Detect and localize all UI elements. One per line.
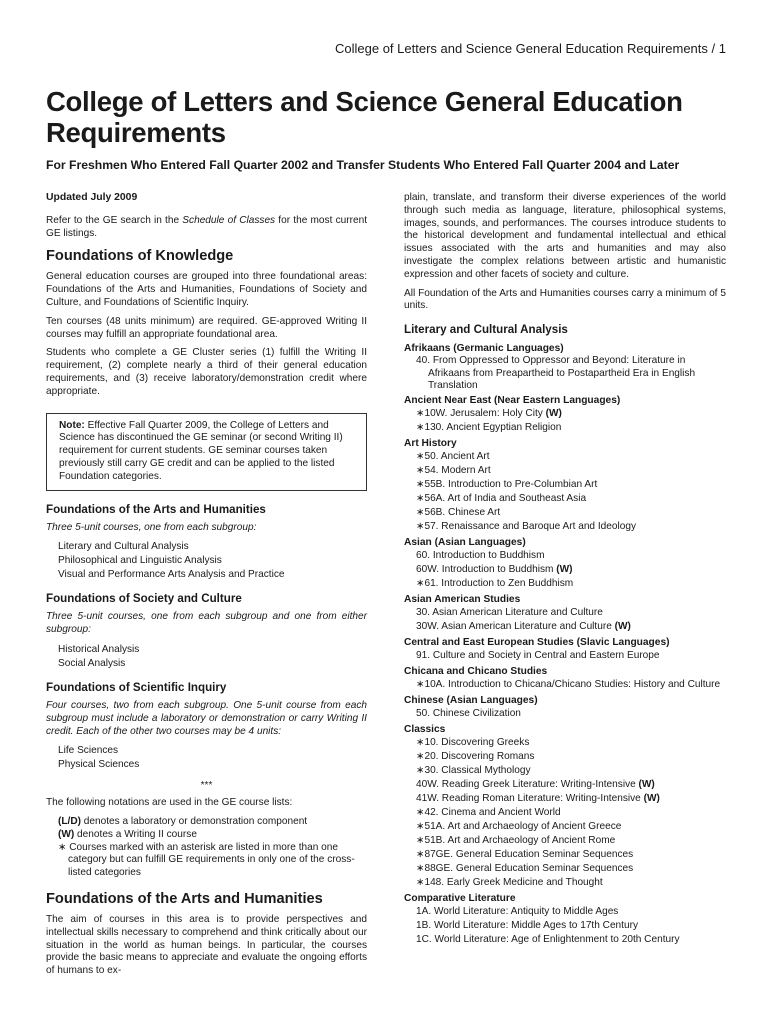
page-number: 1 — [718, 41, 726, 56]
course-title: ∗51B. Art and Archaeology of Ancient Rome — [416, 835, 616, 847]
course-title: ∗42. Cinema and Ancient World — [416, 807, 561, 819]
department-name: Chicana and Chicano Studies — [404, 666, 548, 678]
knowledge-paragraph-3: Students who complete a GE Cluster series (1) fulfill the Writing II requirement, (2) complete nearly a third of their general education requirements, and (3) receive laboratory/demonstration credit where appropriate. — [46, 347, 367, 397]
department-section — [404, 723, 726, 890]
course-item — [404, 806, 726, 820]
notations-intro: The following notations are used in the GE course lists: — [46, 797, 293, 809]
writing-ii-mark: (W) — [638, 779, 655, 791]
course-item — [404, 478, 726, 492]
course-title: 60. Introduction to Buddhism — [416, 550, 545, 562]
page-subtitle: For Freshmen Who Entered Fall Quarter 2002 and Transfer Students Who Entered Fall Quarter 2004 and Later — [46, 158, 680, 172]
ld-text: denotes a laboratory or demonstration component — [80, 816, 308, 828]
course-item — [404, 876, 726, 890]
list-item: Social Analysis — [58, 657, 126, 669]
course-title: ∗10A. Introduction to Chicana/Chicano Studies: History and Culture — [416, 679, 721, 691]
course-title: 91. Culture and Society in Central and Eastern Europe — [416, 650, 660, 662]
course-title: ∗56B. Chinese Art — [416, 507, 501, 519]
arts-subgroups — [46, 540, 367, 582]
department-section — [404, 636, 726, 663]
course-item — [404, 933, 726, 947]
course-title: 40W. Reading Greek Literature: Writing-Intensive — [416, 779, 639, 791]
right-column — [404, 192, 726, 949]
course-item — [404, 834, 726, 848]
course-title: ∗51A. Art and Archaeology of Ancient Greece — [416, 821, 622, 833]
department-name: Chinese (Asian Languages) — [404, 695, 538, 707]
knowledge-paragraph-2: Ten courses (48 units minimum) are required. GE-approved Writing II courses may fulfill an appropriate foundational area. — [46, 315, 367, 340]
list-item: Physical Sciences — [58, 759, 140, 771]
course-item — [404, 820, 726, 834]
society-intro: Three 5-unit courses, one from each subgroup and one from either subgroup: — [46, 611, 367, 636]
society-subgroups — [46, 643, 367, 671]
running-head-separator: / — [711, 41, 716, 56]
department-section — [404, 694, 726, 721]
course-title: 1B. World Literature: Middle Ages to 17th Century — [416, 920, 638, 932]
course-title: 41W. Reading Roman Literature: Writing-Intensive — [416, 793, 644, 805]
refer-text-a: Refer to the GE search in the — [46, 214, 183, 226]
writing-ii-mark: (W) — [614, 621, 631, 633]
note-box — [46, 413, 367, 491]
note-label: Note: — [59, 419, 85, 431]
department-section — [404, 892, 726, 947]
course-item — [404, 563, 726, 577]
notation-w — [46, 829, 367, 842]
list-item: Literary and Cultural Analysis — [58, 541, 189, 553]
section-divider: *** — [200, 780, 213, 792]
note-text — [59, 420, 356, 484]
course-item — [404, 492, 726, 506]
course-item — [404, 792, 726, 806]
course-item — [404, 421, 726, 435]
course-item — [404, 464, 726, 478]
department-name: Asian American Studies — [404, 594, 521, 606]
course-title: ∗57. Renaissance and Baroque Art and Ideology — [416, 521, 637, 533]
course-title: ∗50. Ancient Art — [416, 451, 490, 463]
w-text: denotes a Writing II course — [74, 828, 197, 840]
course-item — [404, 778, 726, 792]
refer-paragraph — [46, 215, 367, 241]
course-title: ∗30. Classical Mythology — [416, 765, 531, 777]
refer-text-b: for the most current GE listings. — [46, 214, 367, 239]
course-title: ∗55B. Introduction to Pre-Columbian Art — [416, 479, 598, 491]
running-head — [335, 41, 726, 56]
course-title: 60W. Introduction to Buddhism — [416, 564, 557, 576]
course-item — [404, 606, 726, 620]
page-title: College of Letters and Science General Education Requirements — [46, 86, 683, 148]
writing-ii-mark: (W) — [545, 408, 562, 420]
w-mark: (W) — [58, 828, 75, 840]
list-item: Historical Analysis — [58, 643, 140, 655]
course-item — [404, 506, 726, 520]
course-title: ∗10W. Jerusalem: Holy City — [416, 408, 546, 420]
arts-aim-paragraph: The aim of courses in this area is to provide perspectives and intellectual skills necessary to comprehend and think critically about our situation in the world as human beings. In particular, the courses provide the basic means to appreciate and evaluate the ongoing efforts of humans to ex- — [46, 913, 367, 977]
department-section — [404, 437, 726, 534]
units-paragraph: All Foundation of the Arts and Humanities courses carry a minimum of 5 units. — [404, 287, 726, 312]
course-title: ∗88GE. General Education Seminar Sequences — [416, 863, 634, 875]
course-title: ∗20. Discovering Romans — [416, 751, 535, 763]
department-name: Afrikaans (Germanic Languages) — [404, 343, 564, 355]
knowledge-paragraph-1: General education courses are grouped into three foundational areas: Foundations of the Arts and Humanities, Foundations of Society and Culture, and Foundations of Scientific Inquiry. — [46, 271, 367, 308]
note-body: Effective Fall Quarter 2009, the College of Letters and Science has discontinued the GE seminar (or second Writing II) requirement for current students. GE seminar courses taken previously still carry GE credit and can be applied to the listed Foundation categories. — [59, 419, 343, 482]
course-item — [404, 577, 726, 591]
course-item — [404, 736, 726, 750]
heading-arts-humanities-detail: Foundations of the Arts and Humanities — [46, 890, 323, 907]
department-name: Central and East European Studies (Slavic Languages) — [404, 637, 670, 649]
department-name: Classics — [404, 724, 446, 736]
course-title: ∗148. Early Greek Medicine and Thought — [416, 877, 603, 889]
course-item — [404, 862, 726, 876]
course-item — [404, 707, 726, 721]
course-title: 30. Asian American Literature and Culture — [416, 607, 603, 619]
heading-foundations-of-knowledge: Foundations of Knowledge — [46, 248, 234, 265]
notation-asterisk: ∗ Courses marked with an asterisk are listed in more than one category but can fulfill GE requirements in only one of the cross-listed categories — [58, 841, 355, 878]
heading-literary-cultural-analysis: Literary and Cultural Analysis — [404, 323, 568, 337]
updated-date: Updated July 2009 — [46, 192, 138, 203]
course-title: ∗10. Discovering Greeks — [416, 737, 530, 749]
course-title: 40. From Oppressed to Oppressor and Beyond: Literature in Afrikaans from Preapartheid to Postapartheid Era in English Translation — [416, 355, 696, 391]
course-item — [404, 750, 726, 764]
course-item — [404, 620, 726, 634]
course-title: ∗87GE. General Education Seminar Sequences — [416, 849, 634, 861]
arts-aim-continued: plain, translate, and transform their diverse experiences of the world through such media as language, literature, philosophical systems, images, sounds, and performances. The courses introduce students to the historical development and fundamental intellectual and ethical issues associated with the arts and humanities and may also investigate the complex relations between artistic and humanistic expression and other facets of society and culture. — [404, 192, 726, 280]
course-item — [404, 678, 726, 692]
course-item — [404, 407, 726, 421]
course-item — [404, 848, 726, 862]
course-title: 50. Chinese Civilization — [416, 708, 521, 720]
list-item: Philosophical and Linguistic Analysis — [58, 555, 222, 567]
heading-society-culture: Foundations of Society and Culture — [46, 592, 242, 606]
course-item — [404, 355, 726, 392]
science-subgroups — [46, 744, 367, 772]
department-name: Asian (Asian Languages) — [404, 537, 526, 549]
course-item — [404, 905, 726, 919]
course-item — [404, 549, 726, 563]
department-name: Comparative Literature — [404, 893, 516, 905]
course-item — [404, 919, 726, 933]
science-intro: Four courses, two from each subgroup. One 5-unit course from each subgroup must include a laboratory or demonstration or carry Writing II credit. Each of the other two courses may be 4 units: — [46, 699, 367, 737]
department-section — [404, 665, 726, 692]
department-name: Art History — [404, 438, 457, 450]
heading-arts-humanities: Foundations of the Arts and Humanities — [46, 502, 266, 516]
left-column — [46, 192, 367, 984]
department-name: Ancient Near East (Near Eastern Languages) — [404, 395, 621, 407]
writing-ii-mark: (W) — [556, 564, 573, 576]
list-item: Visual and Performance Arts Analysis and Practice — [58, 569, 285, 581]
course-title: 1A. World Literature: Antiquity to Middle Ages — [416, 906, 619, 918]
course-item — [404, 649, 726, 663]
department-section — [404, 593, 726, 634]
course-item — [404, 450, 726, 464]
course-title: ∗54. Modern Art — [416, 465, 491, 477]
arts-intro: Three 5-unit courses, one from each subgroup: — [46, 521, 257, 533]
department-section — [404, 536, 726, 591]
heading-scientific-inquiry: Foundations of Scientific Inquiry — [46, 680, 227, 694]
course-title: ∗61. Introduction to Zen Buddhism — [416, 578, 574, 590]
list-item: Life Sciences — [58, 745, 119, 757]
schedule-of-classes: Schedule of Classes — [182, 214, 276, 226]
course-title: 30W. Asian American Literature and Culture — [416, 621, 615, 633]
writing-ii-mark: (W) — [643, 793, 660, 805]
course-item — [404, 520, 726, 534]
department-list — [404, 342, 726, 947]
course-title: ∗56A. Art of India and Southeast Asia — [416, 493, 587, 505]
notation-ld — [46, 816, 367, 829]
course-title: ∗130. Ancient Egyptian Religion — [416, 422, 562, 434]
department-section — [404, 342, 726, 392]
course-title: 1C. World Literature: Age of Enlightenment to 20th Century — [416, 934, 680, 946]
course-item — [404, 764, 726, 778]
ld-mark: (L/D) — [58, 816, 81, 828]
department-section — [404, 394, 726, 435]
running-head-title: College of Letters and Science General Education Requirements — [335, 41, 708, 56]
